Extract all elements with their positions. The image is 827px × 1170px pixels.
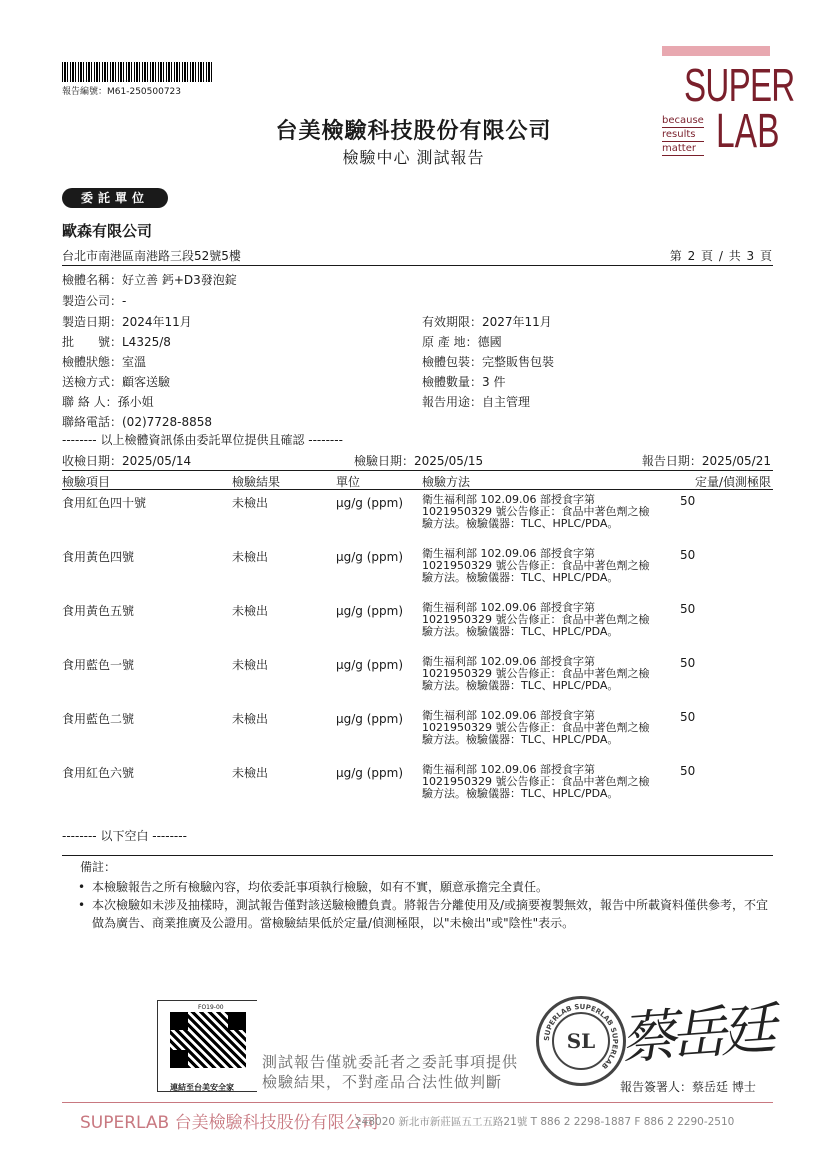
method-line: 衛生福利部 102.09.06 部授食字第 <box>422 601 595 614</box>
client-section-label: 委託單位 <box>62 188 168 208</box>
sample-expiry: 有效期限：2027年11月 <box>422 315 552 329</box>
method-line: 驗方法。檢驗儀器：TLC、HPLC/PDA。 <box>422 625 619 638</box>
seal-text: SL <box>552 1012 610 1070</box>
footer-address: 248020 新北市新莊區五工五路21號 T 886 2 2298-1887 F 886 2 2290-2510 <box>355 1116 735 1128</box>
method-line: 1021950329 號公告修正：食品中著色劑之檢 <box>422 775 650 788</box>
disclaimer-line: 測試報告僅就委託者之委託事項提供 <box>262 1053 519 1071</box>
page-info: 第 2 頁 / 共 3 頁 <box>669 249 773 263</box>
row-unit: μg/g (ppm) <box>336 496 404 510</box>
tested-date: 檢驗日期：2025/05/15 <box>354 454 484 468</box>
sample-delivery: 送檢方式：顧客送驗 <box>62 375 171 389</box>
col-header-item: 檢驗項目 <box>62 475 111 489</box>
method-line: 衛生福利部 102.09.06 部授食字第 <box>422 763 595 776</box>
report-date: 報告日期：2025/05/21 <box>641 454 771 468</box>
row-limit: 50 <box>680 602 696 616</box>
row-item: 食用藍色一號 <box>62 658 135 672</box>
sample-state: 檢體狀態：室溫 <box>62 355 147 369</box>
note-text: 本次檢驗如未涉及抽樣時，測試報告僅對該送驗檢體負責。將報告分離使用及/或摘要複製無效，報告中所載資料僅供參考，不宜做為廣告、商業推廣及公證用。當檢驗結果低於定量/偵測極限，以"未檢出"或"陰性"表示。 <box>92 898 769 930</box>
qr-caption: 連結至台美安全家 <box>170 1083 234 1092</box>
method-line: 衛生福利部 102.09.06 部授食字第 <box>422 493 595 506</box>
sample-quantity: 檢體數量：3 件 <box>422 375 506 389</box>
seal-ring-text: SUPERLAB SUPERLAB SUPERLAB <box>542 1002 620 1071</box>
method-line: 1021950329 號公告修正：食品中著色劑之檢 <box>422 505 650 518</box>
row-result: 未檢出 <box>232 766 269 780</box>
note-item <box>78 878 778 896</box>
method-line: 1021950329 號公告修正：食品中著色劑之檢 <box>422 613 650 626</box>
method-line: 1021950329 號公告修正：食品中著色劑之檢 <box>422 721 650 734</box>
row-method <box>422 602 677 638</box>
row-unit: μg/g (ppm) <box>336 766 404 780</box>
sample-purpose: 報告用途：自主管理 <box>422 395 531 409</box>
row-unit: μg/g (ppm) <box>336 604 404 618</box>
divider <box>62 855 773 856</box>
row-limit: 50 <box>680 710 696 724</box>
row-limit: 50 <box>680 494 696 508</box>
row-item: 食用黃色四號 <box>62 550 135 564</box>
row-unit: μg/g (ppm) <box>336 658 404 672</box>
footer-divider <box>62 1102 773 1103</box>
row-limit: 50 <box>680 656 696 670</box>
signer: 報告簽署人：蔡岳廷 博士 <box>620 1080 756 1094</box>
row-method <box>422 710 677 746</box>
row-result: 未檢出 <box>232 550 269 564</box>
disclaimer-line: 檢驗結果，不對產品合法性做判斷 <box>262 1073 503 1091</box>
table-end-note: -------- 以下空白 -------- <box>62 829 187 843</box>
method-line: 1021950329 號公告修正：食品中著色劑之檢 <box>422 559 650 572</box>
sample-packaging: 檢體包裝：完整販售包裝 <box>422 355 555 369</box>
row-unit: μg/g (ppm) <box>336 712 404 726</box>
sample-manufacturer: 製造公司：- <box>62 294 127 308</box>
divider <box>62 265 773 266</box>
method-line: 驗方法。檢驗儀器：TLC、HPLC/PDA。 <box>422 571 619 584</box>
row-item: 食用紅色四十號 <box>62 496 147 510</box>
row-result: 未檢出 <box>232 496 269 510</box>
col-header-limit: 定量/偵測極限 <box>694 475 771 489</box>
note-text: 本檢驗報告之所有檢驗內容，均依委託事項執行檢驗，如有不實，願意承擔完全責任。 <box>92 880 549 894</box>
row-result: 未檢出 <box>232 658 269 672</box>
logo-tagline-1: because <box>662 115 704 126</box>
method-line: 1021950329 號公告修正：食品中著色劑之檢 <box>422 667 650 680</box>
row-method <box>422 494 677 530</box>
method-line: 驗方法。檢驗儀器：TLC、HPLC/PDA。 <box>422 679 619 692</box>
divider <box>62 470 773 471</box>
col-header-result: 檢驗結果 <box>232 475 281 489</box>
row-method <box>422 656 677 692</box>
footer-brand: SUPERLAB 台美檢驗科技股份有限公司 <box>80 1113 379 1133</box>
row-item: 食用黃色五號 <box>62 604 135 618</box>
sample-mfg-date: 製造日期：2024年11月 <box>62 315 192 329</box>
row-method <box>422 764 677 800</box>
disclaimer <box>262 1052 518 1092</box>
row-result: 未檢出 <box>232 712 269 726</box>
logo-bar <box>662 46 770 56</box>
client-address: 台北市南港區南港路三段52號5樓 <box>62 249 241 263</box>
bullet-icon: • <box>78 898 86 912</box>
row-item: 食用紅色六號 <box>62 766 135 780</box>
method-line: 衛生福利部 102.09.06 部授食字第 <box>422 655 595 668</box>
row-limit: 50 <box>680 764 696 778</box>
row-limit: 50 <box>680 548 696 562</box>
bullet-icon: • <box>78 880 86 894</box>
method-line: 衛生福利部 102.09.06 部授食字第 <box>422 547 595 560</box>
row-method <box>422 548 677 584</box>
note-item <box>78 896 778 932</box>
divider <box>62 489 773 490</box>
sample-origin: 原 產 地：德國 <box>422 335 502 349</box>
company-title: 台美檢驗科技股份有限公司 <box>275 119 552 144</box>
row-unit: μg/g (ppm) <box>336 550 404 564</box>
method-line: 驗方法。檢驗儀器：TLC、HPLC/PDA。 <box>422 517 619 530</box>
sample-batch: 批 號：L4325/8 <box>62 335 171 349</box>
row-result: 未檢出 <box>232 604 269 618</box>
sample-phone: 聯絡電話：(02)7728-8858 <box>62 415 213 429</box>
logo-super: SUPER <box>684 59 795 111</box>
barcode <box>62 62 214 82</box>
qr-code-id: FO19-00 <box>198 1004 224 1011</box>
method-line: 驗方法。檢驗儀器：TLC、HPLC/PDA。 <box>422 733 619 746</box>
qr-code-icon[interactable] <box>170 1012 246 1068</box>
logo-lab: LAB <box>716 105 780 158</box>
notes-label: 備註： <box>80 860 117 874</box>
report-number: 報告編號：M61-250500723 <box>62 87 181 97</box>
row-item: 食用藍色二號 <box>62 712 135 726</box>
sample-name: 檢體名稱：好立善 鈣+D3發泡錠 <box>62 273 237 287</box>
method-line: 衛生福利部 102.09.06 部授食字第 <box>422 709 595 722</box>
client-name: 歐森有限公司 <box>62 222 153 240</box>
logo-tagline-3: matter <box>662 142 704 156</box>
sample-confirm-note: -------- 以上檢體資訊係由委託單位提供且確認 -------- <box>62 433 343 447</box>
logo-tagline-2: results <box>662 128 704 142</box>
method-line: 驗方法。檢驗儀器：TLC、HPLC/PDA。 <box>422 787 619 800</box>
company-subtitle: 檢驗中心 測試報告 <box>342 148 485 167</box>
col-header-unit: 單位 <box>336 475 361 489</box>
signature: 蔡岳廷 <box>618 996 773 1073</box>
col-header-method: 檢驗方法 <box>422 475 471 489</box>
sample-contact: 聯 絡 人：孫小姐 <box>62 395 154 409</box>
received-date: 收檢日期：2025/05/14 <box>62 454 192 468</box>
